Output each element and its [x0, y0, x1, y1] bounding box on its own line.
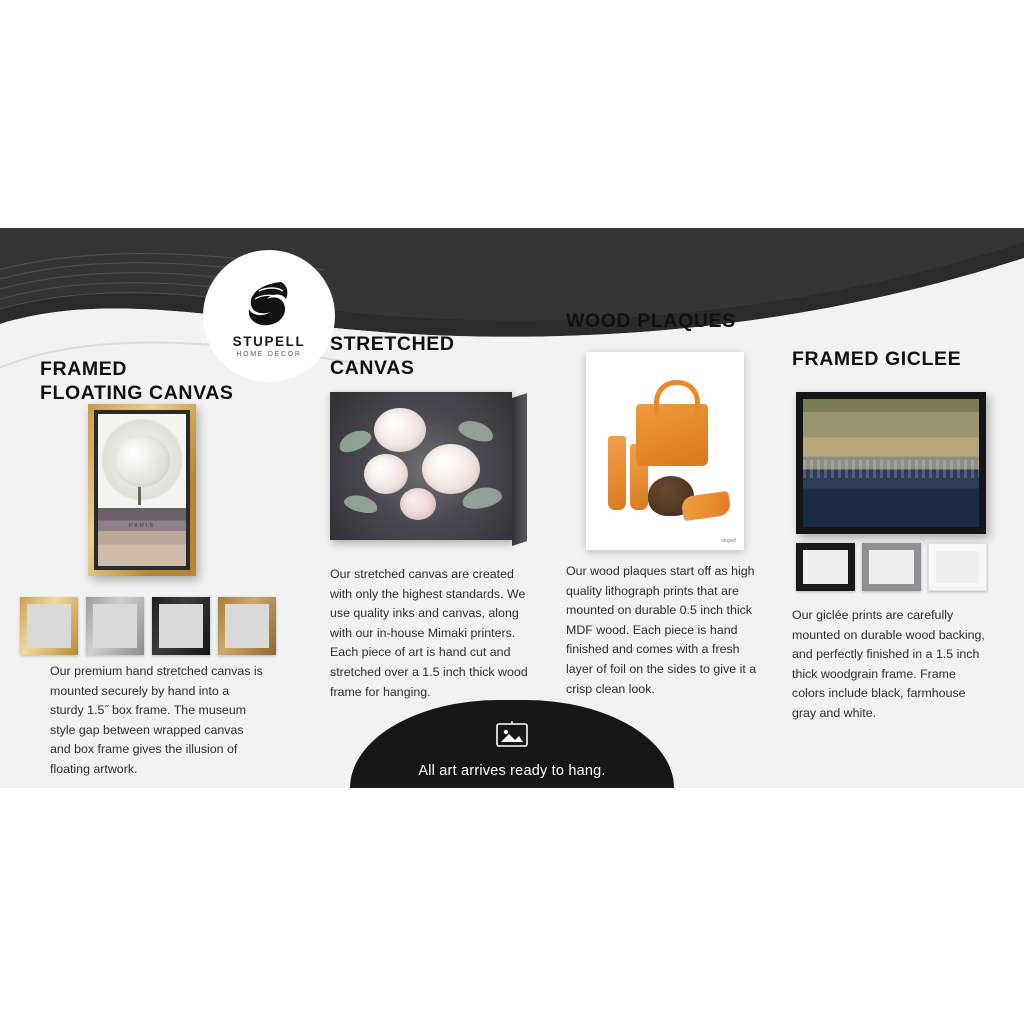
artwork-handbag [636, 404, 708, 466]
artwork-book-label: PARIS [128, 523, 156, 530]
wood-plaque-artwork [586, 352, 744, 550]
section-title-line1: STRETCHED [330, 333, 455, 355]
giclee-frame-color-swatches [796, 543, 987, 591]
framed-giclee-artwork [796, 392, 986, 534]
section-framed-giclee [792, 348, 992, 372]
section-title: FRAMED GICLEE [792, 348, 962, 370]
section-description: Our stretched canvas are created with only the highest standards. We use quality inks and canvas, along with our in-house Mimaki printers. Each piece of art is hand cut and stretched over a 1.5 inch thick wood frame for hanging. [330, 567, 528, 699]
section-description: Our wood plaques start off as high quality lithograph prints that are mounted on durable 0.5 inch thick MDF wood. Each piece is hand finished and comes with a fresh layer of foil on the sides to give it a crisp clean look. [566, 564, 757, 696]
brand-tagline: HOME DECOR [236, 351, 302, 358]
section-stretched-canvas [330, 333, 530, 381]
black-giclee-frame-swatch[interactable] [796, 543, 855, 591]
section-title [330, 333, 530, 381]
gold-frame-swatch[interactable] [20, 597, 78, 655]
framed-giclee-description-wrap [792, 606, 992, 724]
section-description: Our premium hand stretched canvas is mounted securely by hand into a sturdy 1.5˝ box frame. The museum style gap between wrapped canvas and box frame gives the illusion of floating artwork. [50, 664, 263, 776]
stretched-canvas-description-wrap [330, 565, 530, 702]
brand-logo-badge [203, 250, 335, 382]
framed-floating-canvas-artwork [88, 404, 196, 576]
artwork-white-hydrangea-books [98, 414, 186, 566]
frame-color-swatches [20, 597, 276, 655]
canvas-side-profile [512, 393, 527, 546]
flower-stems [138, 481, 141, 505]
black-frame-swatch[interactable] [152, 597, 210, 655]
artwork-boot-left [608, 436, 626, 510]
stupell-swan-logo-icon [239, 278, 299, 330]
artwork-abstract-landscape [803, 399, 979, 527]
framed-floating-canvas-description-wrap [50, 662, 265, 780]
picture-frame-icon [350, 720, 674, 755]
gray-frame-swatch[interactable] [86, 597, 144, 655]
section-title-line2: CANVAS [330, 356, 415, 379]
wood-plaques-description-wrap [566, 562, 762, 699]
section-wood-plaques [566, 310, 764, 334]
artwork-signature: stupell [721, 538, 736, 544]
stretched-canvas-artwork [330, 392, 527, 552]
white-giclee-frame-swatch[interactable] [928, 543, 987, 591]
floating-gap [94, 410, 190, 570]
section-title: WOOD PLAQUES [566, 310, 736, 332]
ribbon-text: All art arrives ready to hang. [418, 763, 606, 779]
section-description: Our giclée prints are carefully mounted on durable wood backing, and perfectly finished in a 1.5 inch thick woodgrain frame. Frame colors include black, farmhouse gray and white. [792, 608, 985, 720]
gray-giclee-frame-swatch[interactable] [862, 543, 921, 591]
section-title-line1: FRAMED [40, 358, 128, 380]
section-title-line2: FLOATING CANVAS [40, 381, 234, 404]
brand-name: STUPELL [232, 334, 306, 349]
wood-frame-swatch[interactable] [218, 597, 276, 655]
artwork-floral-dark-ground [330, 392, 512, 540]
